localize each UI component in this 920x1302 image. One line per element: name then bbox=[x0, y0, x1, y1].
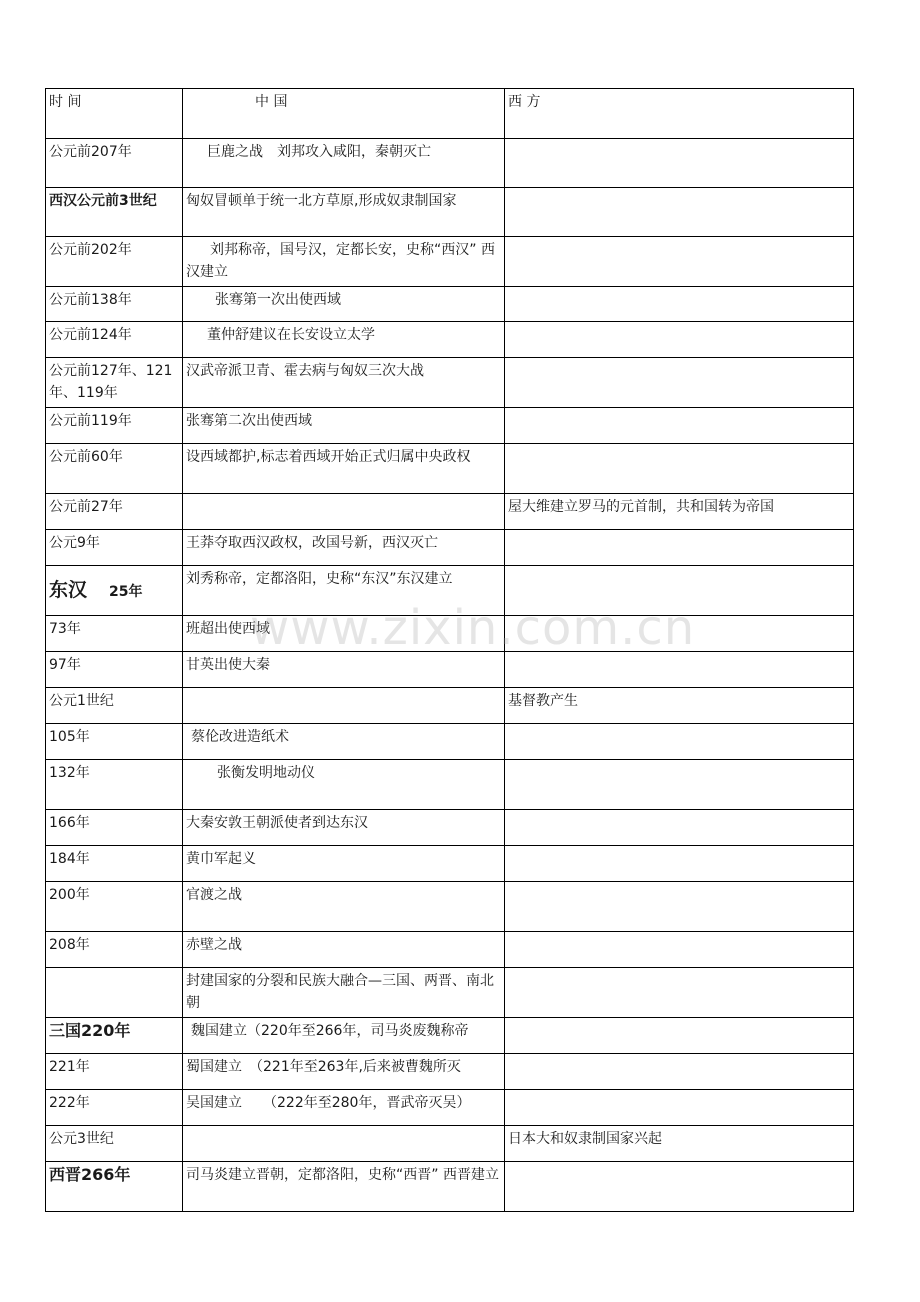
table-row bbox=[46, 139, 854, 188]
west-cell bbox=[505, 444, 854, 494]
west-cell: 屋大维建立罗马的元首制，共和国转为帝国 bbox=[505, 494, 854, 530]
time-cell: 73年 bbox=[46, 616, 183, 652]
time-cell: 166年 bbox=[46, 810, 183, 846]
time-value: 266年 bbox=[81, 1165, 131, 1184]
china-cell: 董仲舒建议在长安设立太学 bbox=[183, 322, 505, 358]
china-cell: 张衡发明地动仪 bbox=[183, 760, 505, 810]
west-cell bbox=[505, 932, 854, 968]
china-cell: 刘邦称帝，国号汉，定都长安，史称“西汉” 西汉建立 bbox=[183, 237, 505, 287]
table-row bbox=[46, 1090, 854, 1126]
time-cell bbox=[46, 566, 183, 616]
header-west: 西 方 bbox=[505, 89, 854, 139]
table-row bbox=[46, 652, 854, 688]
west-cell bbox=[505, 652, 854, 688]
time-cell: 222年 bbox=[46, 1090, 183, 1126]
west-cell bbox=[505, 188, 854, 237]
section-heading: 封建国家的分裂和民族大融合—三国、两晋、南北朝 bbox=[183, 968, 505, 1018]
west-cell bbox=[505, 237, 854, 287]
time-cell: 公元前119年 bbox=[46, 408, 183, 444]
time-cell: 97年 bbox=[46, 652, 183, 688]
china-cell: 大秦安敦王朝派使者到达东汉 bbox=[183, 810, 505, 846]
west-cell bbox=[505, 287, 854, 322]
china-cell: 王莽夺取西汉政权，改国号新，西汉灭亡 bbox=[183, 530, 505, 566]
time-cell: 208年 bbox=[46, 932, 183, 968]
time-cell: 公元前207年 bbox=[46, 139, 183, 188]
time-cell: 200年 bbox=[46, 882, 183, 932]
china-cell bbox=[183, 1126, 505, 1162]
time-cell bbox=[46, 1162, 183, 1212]
time-cell: 公元前124年 bbox=[46, 322, 183, 358]
time-cell: 公元前202年 bbox=[46, 237, 183, 287]
time-cell: 184年 bbox=[46, 846, 183, 882]
time-cell bbox=[46, 188, 183, 237]
table-row bbox=[46, 530, 854, 566]
table-row bbox=[46, 188, 854, 237]
period-label: 三国 bbox=[49, 1021, 82, 1040]
time-cell: 公元前60年 bbox=[46, 444, 183, 494]
china-cell: 班超出使西域 bbox=[183, 616, 505, 652]
west-cell bbox=[505, 882, 854, 932]
china-cell bbox=[183, 688, 505, 724]
table-row bbox=[46, 882, 854, 932]
west-cell bbox=[505, 566, 854, 616]
table-row bbox=[46, 1126, 854, 1162]
china-cell: 黄巾军起义 bbox=[183, 846, 505, 882]
china-cell: 匈奴冒顿单于统一北方草原,形成奴隶制国家 bbox=[183, 188, 505, 237]
time-value: 25年 bbox=[109, 583, 143, 600]
table-row bbox=[46, 566, 854, 616]
time-cell: 221年 bbox=[46, 1054, 183, 1090]
china-cell: 司马炎建立晋朝，定都洛阳，史称“西晋” 西晋建立 bbox=[183, 1162, 505, 1212]
china-cell bbox=[183, 494, 505, 530]
section-heading-row bbox=[46, 968, 854, 1018]
table-row bbox=[46, 444, 854, 494]
table-row bbox=[46, 237, 854, 287]
west-cell: 基督教产生 bbox=[505, 688, 854, 724]
time-cell bbox=[46, 968, 183, 1018]
west-cell bbox=[505, 1090, 854, 1126]
watermark: www.zixin.com.cn bbox=[250, 600, 696, 656]
west-cell bbox=[505, 968, 854, 1018]
table-row bbox=[46, 1054, 854, 1090]
west-cell bbox=[505, 530, 854, 566]
west-cell bbox=[505, 846, 854, 882]
china-cell: 魏国建立（220年至266年，司马炎废魏称帝 bbox=[183, 1018, 505, 1054]
china-cell: 蜀国建立 （221年至263年,后来被曹魏所灭 bbox=[183, 1054, 505, 1090]
table-row bbox=[46, 1018, 854, 1054]
time-cell: 公元前127年、121年、119年 bbox=[46, 358, 183, 408]
history-timeline-table bbox=[45, 88, 854, 1212]
west-cell bbox=[505, 760, 854, 810]
china-cell: 官渡之战 bbox=[183, 882, 505, 932]
table-row bbox=[46, 408, 854, 444]
time-cell: 公元1世纪 bbox=[46, 688, 183, 724]
china-cell: 甘英出使大秦 bbox=[183, 652, 505, 688]
time-cell: 132年 bbox=[46, 760, 183, 810]
china-cell: 蔡伦改进造纸术 bbox=[183, 724, 505, 760]
west-cell bbox=[505, 139, 854, 188]
china-cell: 赤壁之战 bbox=[183, 932, 505, 968]
table-row bbox=[46, 1162, 854, 1212]
table-row bbox=[46, 322, 854, 358]
table-row bbox=[46, 358, 854, 408]
table-row bbox=[46, 724, 854, 760]
west-cell bbox=[505, 1162, 854, 1212]
table-row bbox=[46, 760, 854, 810]
period-label: 东汉 bbox=[49, 578, 88, 601]
time-cell bbox=[46, 1018, 183, 1054]
time-cell: 公元前138年 bbox=[46, 287, 183, 322]
china-cell: 吴国建立 （222年至280年，晋武帝灭吴） bbox=[183, 1090, 505, 1126]
china-cell: 巨鹿之战 刘邦攻入咸阳，秦朝灭亡 bbox=[183, 139, 505, 188]
table-row bbox=[46, 688, 854, 724]
time-cell: 公元3世纪 bbox=[46, 1126, 183, 1162]
table-row bbox=[46, 846, 854, 882]
time-value: 220年 bbox=[81, 1021, 131, 1040]
time-value: 公元前3世纪 bbox=[77, 193, 157, 209]
west-cell bbox=[505, 322, 854, 358]
west-cell bbox=[505, 1018, 854, 1054]
time-cell: 公元前27年 bbox=[46, 494, 183, 530]
china-cell: 张骞第二次出使西域 bbox=[183, 408, 505, 444]
table-row bbox=[46, 810, 854, 846]
table-row bbox=[46, 932, 854, 968]
time-cell: 公元9年 bbox=[46, 530, 183, 566]
west-cell: 日本大和奴隶制国家兴起 bbox=[505, 1126, 854, 1162]
west-cell bbox=[505, 616, 854, 652]
period-label: 西汉 bbox=[49, 193, 77, 209]
period-label: 西晋 bbox=[49, 1165, 82, 1184]
china-cell: 刘秀称帝，定都洛阳，史称“东汉”东汉建立 bbox=[183, 566, 505, 616]
west-cell bbox=[505, 724, 854, 760]
time-cell: 105年 bbox=[46, 724, 183, 760]
header-time: 时 间 bbox=[46, 89, 183, 139]
west-cell bbox=[505, 358, 854, 408]
table-row bbox=[46, 616, 854, 652]
table-row bbox=[46, 287, 854, 322]
china-cell: 设西域都护,标志着西域开始正式归属中央政权 bbox=[183, 444, 505, 494]
china-cell: 张骞第一次出使西域 bbox=[183, 287, 505, 322]
west-cell bbox=[505, 1054, 854, 1090]
table-row bbox=[46, 494, 854, 530]
west-cell bbox=[505, 810, 854, 846]
header-china: 中 国 bbox=[183, 89, 505, 139]
table-header-row bbox=[46, 89, 854, 139]
china-cell: 汉武帝派卫青、霍去病与匈奴三次大战 bbox=[183, 358, 505, 408]
west-cell bbox=[505, 408, 854, 444]
